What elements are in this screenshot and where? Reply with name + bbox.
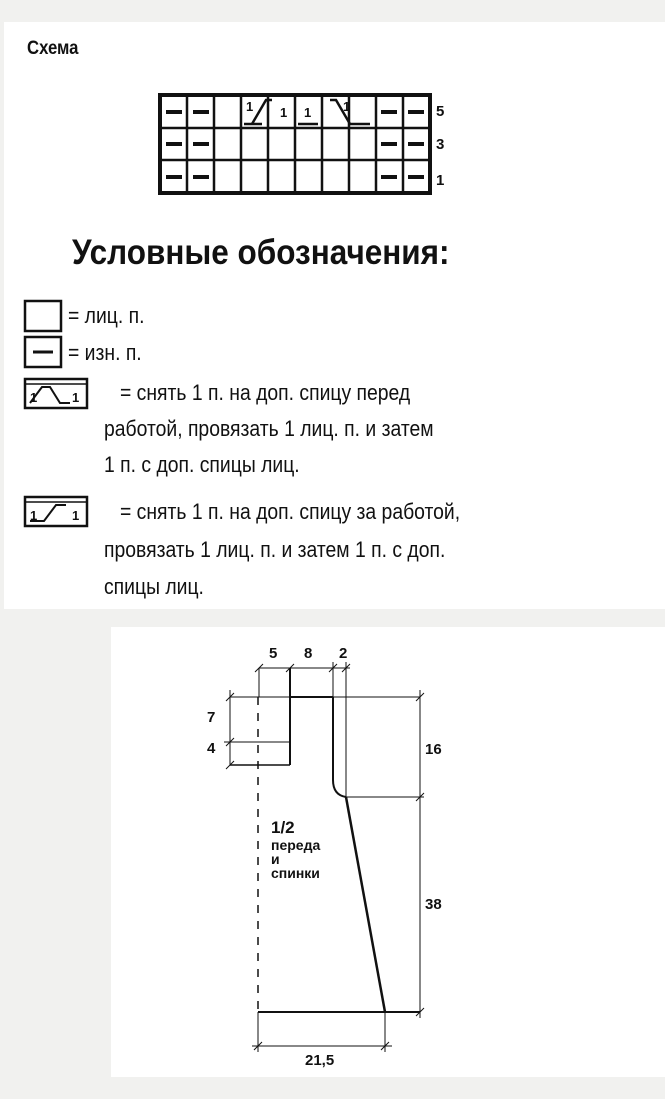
svg-text:1: 1 bbox=[343, 99, 351, 114]
piece-label-line-2: переда bbox=[271, 837, 321, 853]
piece-label-line-4: спинки bbox=[271, 865, 320, 881]
scheme-title: Схема bbox=[27, 38, 79, 59]
svg-text:1: 1 bbox=[30, 508, 38, 523]
row-number-5: 5 bbox=[436, 103, 445, 120]
svg-text:1: 1 bbox=[280, 105, 288, 120]
legend-symbols bbox=[25, 301, 87, 526]
piece-label bbox=[271, 818, 320, 880]
dim-neck-edge: 2 bbox=[339, 645, 348, 662]
dim-shoulder-step: 4 bbox=[207, 740, 216, 757]
legend-title: Условные обозначения: bbox=[72, 233, 450, 272]
garment-outline bbox=[224, 662, 424, 1052]
legend-knit-icon bbox=[25, 301, 61, 331]
legend-cross-right-line-3: 1 п. с доп. спицы лиц. bbox=[104, 452, 300, 477]
svg-text:1: 1 bbox=[304, 105, 312, 120]
svg-text:1: 1 bbox=[72, 508, 80, 523]
dim-neck: 8 bbox=[304, 645, 313, 662]
row-number-3: 3 bbox=[436, 136, 445, 153]
legend-cross-left-line-3: спицы лиц. bbox=[104, 574, 204, 599]
dim-body: 38 bbox=[425, 896, 442, 913]
svg-text:1: 1 bbox=[72, 390, 80, 405]
piece-label-fraction: 1/2 bbox=[271, 818, 295, 837]
legend-purl-text: = изн. п. bbox=[68, 340, 142, 365]
dim-hem: 21,5 bbox=[305, 1052, 335, 1069]
dim-shoulder-drop: 7 bbox=[207, 709, 216, 726]
svg-text:1: 1 bbox=[246, 99, 254, 114]
legend-cross-left-line-2: провязать 1 лиц. п. и затем 1 п. с доп. bbox=[104, 537, 446, 562]
legend-cross-right-line-1: = снять 1 п. на доп. спицу перед bbox=[120, 380, 411, 405]
legend-cross-right-line-2: работой, провязать 1 лиц. п. и затем bbox=[104, 416, 434, 441]
svg-text:1: 1 bbox=[30, 390, 38, 405]
dim-armhole: 16 bbox=[425, 741, 442, 758]
row-number-1: 1 bbox=[436, 172, 445, 189]
dimension-ticks bbox=[226, 664, 424, 1050]
piece-label-line-3: и bbox=[271, 851, 280, 867]
legend-cross-left-line-1: = снять 1 п. на доп. спицу за работой, bbox=[120, 499, 461, 524]
dim-shoulder: 5 bbox=[269, 645, 278, 662]
legend-knit-text: = лиц. п. bbox=[68, 303, 145, 328]
